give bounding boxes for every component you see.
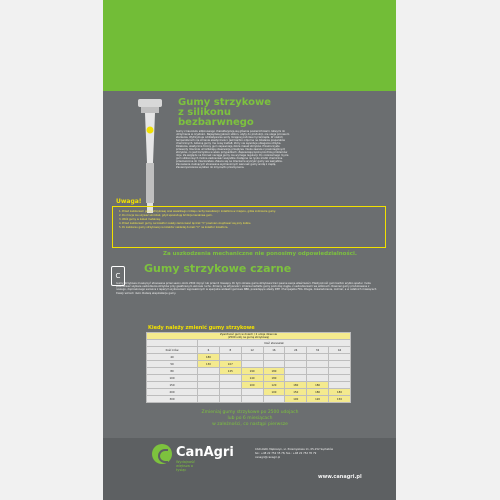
table-header-cell: 24 bbox=[285, 347, 307, 354]
table-cell bbox=[241, 389, 263, 396]
table-header-cell: 6 bbox=[198, 347, 220, 354]
table-cell bbox=[241, 354, 263, 361]
table-header-cell: Ilość krów bbox=[147, 347, 198, 354]
section-title-black: Gumy strzykowe czarne bbox=[144, 262, 292, 275]
table-cell: 180 bbox=[285, 382, 307, 389]
table-cell bbox=[307, 375, 329, 382]
table-cell bbox=[219, 389, 241, 396]
table-cell: 100 bbox=[263, 389, 285, 396]
table-cell bbox=[329, 361, 351, 368]
table-cell bbox=[198, 375, 220, 382]
contact-line: CAN AGRI, Mąkoszyn, ul. Przemysłowa 11, 05-152 Sąchetów bbox=[255, 448, 334, 451]
table-cell bbox=[198, 396, 220, 403]
table-cell: 100 bbox=[147, 375, 198, 382]
table-cell: 180 bbox=[329, 389, 351, 396]
table-cell: 150 bbox=[147, 382, 198, 389]
table-cell: 200 bbox=[147, 389, 198, 396]
summary-line: Zmieniaj gumy strzykowe po 2500 udojach bbox=[201, 410, 299, 415]
title-line: Gumy strzykowe bbox=[178, 97, 272, 108]
table-cell bbox=[307, 354, 329, 361]
table-row bbox=[147, 368, 351, 375]
table-cell: 150 bbox=[285, 389, 307, 396]
table-cell bbox=[263, 396, 285, 403]
table-cell bbox=[198, 368, 220, 375]
table-cell bbox=[307, 368, 329, 375]
table-cell bbox=[263, 361, 285, 368]
table-cell: 180 bbox=[198, 354, 220, 361]
black-description: Gumy strzykowe muszą być stosowane przez sezon około 2500 dojnyć lub przez 6 miesięcy. Po tym okresie guma strzykowa traci pewne swoje właściwości. Elastyczność gum bardzo szybko spada i może powodować szybsze uszkodzenia strzyków przy gwałtownym wznosie ruchu. Zmiany na sztywność i zmianie kształtu gumy poziomej ciągłe, z uszkodzeniami we włóknach. Rowniez gumy produkowane z nowego, doproszonego surowca z lepszym wykonaniem wyposażonych w specjalne wstawki gumowe NBR, posiadające atesty PZH i Europejskie FDA. Długie, doświadczenie, rozmiar, a w ostatnich miesiącach trwały wzrost i dużo dłuższą eksploatacje gumy. bbox=[116, 282, 377, 295]
table-cell bbox=[241, 396, 263, 403]
replacement-summary bbox=[168, 410, 332, 428]
table-cell bbox=[329, 368, 351, 375]
table-cell: 180 bbox=[263, 368, 285, 375]
header-line: Zywotność gum w dniach / 2 udoje dziennie bbox=[219, 333, 278, 336]
contact-line: canagri@canagri.pl bbox=[255, 456, 281, 459]
table-cell bbox=[198, 382, 220, 389]
table-row bbox=[147, 389, 351, 396]
table-cell bbox=[198, 389, 220, 396]
table-header-cell: Ilość stanowisk bbox=[198, 340, 351, 347]
contact-info bbox=[255, 448, 390, 460]
logo-name: CanAgri bbox=[176, 445, 234, 460]
table-cell: 40 bbox=[147, 354, 198, 361]
table-cell: 50 bbox=[147, 361, 198, 368]
contact-line: tel.: +48 22 752 35 78, fax.: +48 22 752 35 79 bbox=[255, 452, 317, 455]
title-line: z silikonu bezbarwnego bbox=[178, 107, 254, 128]
table-cell: 180 bbox=[263, 375, 285, 382]
table-row bbox=[147, 396, 351, 403]
table-cell: 120 bbox=[263, 382, 285, 389]
table-cell bbox=[219, 382, 241, 389]
liability-note: Za uszkodzenia mechaniczne nie ponosimy odpowiedzialności. bbox=[163, 251, 357, 257]
table-cell bbox=[329, 354, 351, 361]
table-cell: 125 bbox=[219, 368, 241, 375]
table-header-cell bbox=[147, 333, 351, 340]
table-cell bbox=[285, 361, 307, 368]
table-row bbox=[147, 382, 351, 389]
table-header-cell: 32 bbox=[307, 347, 329, 354]
header-line: (2500 udój na gumę strzykową) bbox=[227, 336, 270, 339]
warning-title: Uwaga! bbox=[116, 198, 142, 205]
table-cell: 300 bbox=[147, 396, 198, 403]
table-cell bbox=[219, 354, 241, 361]
table-cell bbox=[307, 361, 329, 368]
table-cell: 180 bbox=[307, 382, 329, 389]
table-cell: 130 bbox=[198, 361, 220, 368]
table-header-row bbox=[147, 333, 351, 340]
table-cell: 107 bbox=[219, 361, 241, 368]
table-header-row bbox=[147, 347, 351, 354]
table-cell bbox=[285, 368, 307, 375]
warning-item: 3. Włóż gumy w kubek metalowy. bbox=[119, 218, 161, 221]
table-row bbox=[147, 354, 351, 361]
table-row bbox=[147, 375, 351, 382]
table-cell: 150 bbox=[329, 396, 351, 403]
table-cell: 140 bbox=[241, 375, 263, 382]
table-header-cell: 8 bbox=[219, 347, 241, 354]
table-cell: 120 bbox=[307, 396, 329, 403]
table-cell bbox=[219, 375, 241, 382]
table-header-cell: 12 bbox=[241, 347, 263, 354]
table-cell: 100 bbox=[241, 382, 263, 389]
warning-box bbox=[112, 206, 386, 248]
table-cell bbox=[219, 396, 241, 403]
summary-line: lub po 6 miesiącach bbox=[227, 416, 273, 421]
table-cell bbox=[329, 375, 351, 382]
logo-mark-icon bbox=[152, 444, 172, 464]
silicone-description: Gumy z kauczuku silikonowego charakteryzują się głównie powierzchniami, łatwymi do utrzymania w czystości. Najwyższej jakości silikon, użyty do produkcji, nie ulega procesom starzenia. Wytrzymuje oddziaływanie wody mrającej podczas mycia/ciepła. W niskich temperaturach nie zmienia elastyczności. Jest bardzo odporne na działanie preparatów chemicznych. Główną gumy ma nowy kształt, który nie wywołuje ubiegania strzyka. Działanie, elastyczne trzony gum zapewniają dobre masaż strzyków. Przezroczyste przewody mlecznie umożliwiają obserwację przepływu mleka zawsze z poszczególnych strzyków, co jest korzystne w wielu przypadkach. Zapewniają łączną kontrolę problemów doju. Ze względu na trzonek naciąga gumy nie wymaga regulacji. Do oczaniernego mycia gum silikonowych można zastosować wszystkie dostępne na rynku środki chemiczne przeznaczone do mleczarstwa. Zaleca się na mleczarce wyczyść gumy we wszystkie. Zanoszenie cieknących stosowane wymienionych warunek gumy wodą z ciepłą. Zanieczyszczenia są łatwo do zmycia/do przemycenia. bbox=[176, 130, 290, 169]
table-row bbox=[147, 361, 351, 368]
table-header-cell: 16 bbox=[263, 347, 285, 354]
logo-tagline: Wydajność większa o tysiąc bbox=[176, 460, 195, 472]
table-cell bbox=[241, 361, 263, 368]
table-cell bbox=[263, 354, 285, 361]
table-cell: 100 bbox=[285, 396, 307, 403]
section-title-silicone bbox=[178, 98, 283, 128]
c-clip-icon: C bbox=[111, 266, 125, 286]
table-header-cell bbox=[147, 340, 198, 347]
replacement-heading: Kiedy należy zmienić gumy strzykowe bbox=[148, 325, 255, 331]
table-header-cell: 44 bbox=[329, 347, 351, 354]
table-cell: 190 bbox=[241, 368, 263, 375]
summary-line: w zależności, co nastąpi pierwsze bbox=[212, 422, 288, 427]
warning-item: 5. Po założeniu gumy strzykowej na kolektor nakładaj dociski "C" na kolektor kolektora. bbox=[119, 226, 229, 229]
table-cell: 80 bbox=[147, 368, 198, 375]
warning-item: 2. Do mocja nie używać szczotek, gdyż spowodują bridzcje kanałowe gum. bbox=[119, 214, 213, 217]
table-cell bbox=[285, 375, 307, 382]
replacement-table bbox=[146, 332, 351, 403]
website-link[interactable]: www.canagri.pl bbox=[318, 474, 362, 480]
warning-item: 4. Przed założeniem gumy na kolektor należy zamocować łącznik "C" powinien znajdować się przy kubku. bbox=[119, 222, 252, 225]
top-green-band bbox=[103, 0, 396, 91]
table-cell bbox=[329, 382, 351, 389]
table-cell: 180 bbox=[307, 389, 329, 396]
table-cell bbox=[285, 354, 307, 361]
warning-item: 1. Przed założeniem gumy strzykowej oraz wszelkiego rodzaju cechy kanalizacji i kolektora w miejscu, gdzie znikniecie gumy. bbox=[119, 210, 276, 213]
table-header-row bbox=[147, 340, 351, 347]
